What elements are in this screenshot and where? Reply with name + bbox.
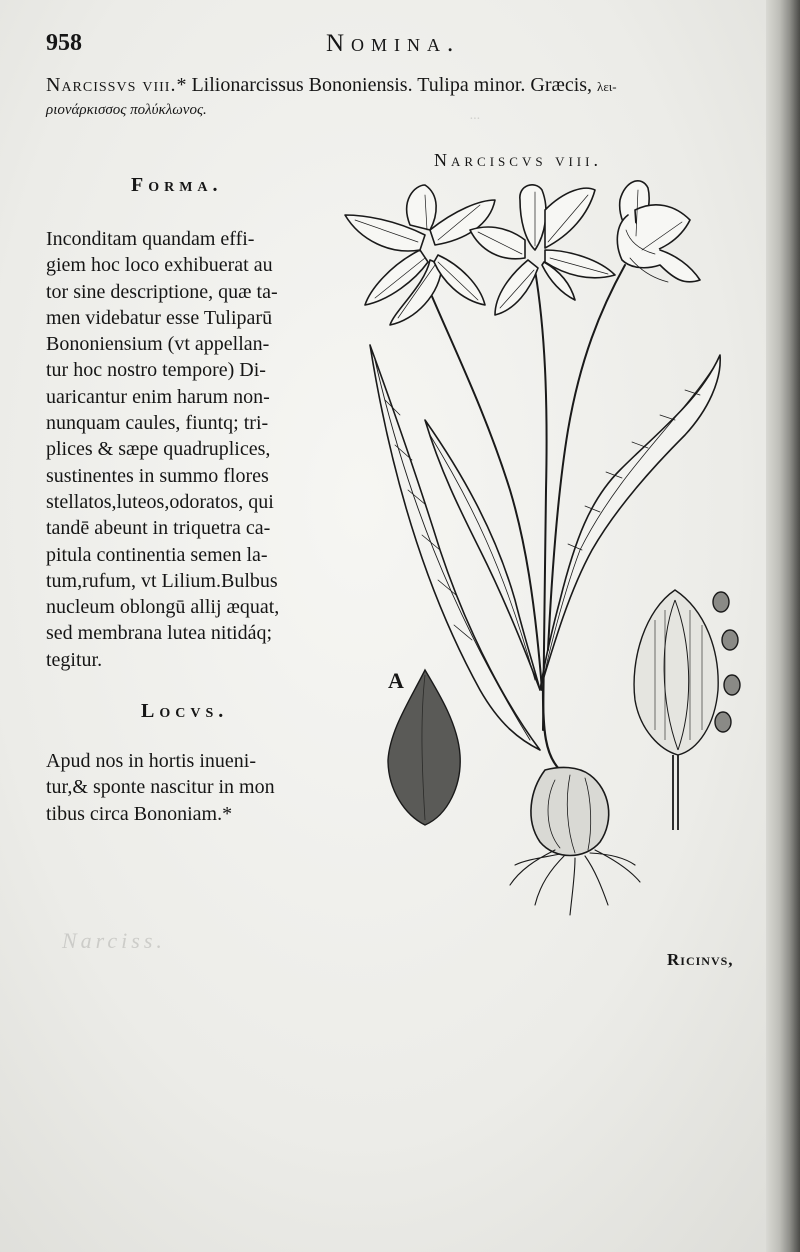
text-line: tegitur.: [46, 648, 103, 671]
tulip-woodcut: [330, 170, 770, 930]
book-gutter: [766, 0, 800, 1252]
text-line: pitula continentia semen la-: [46, 543, 268, 566]
text-line: tor sine descriptione, quæ ta-: [46, 280, 278, 303]
text-line: tur,& sponte nascitur in mon: [46, 776, 275, 799]
catchword: Ricinvs,: [667, 950, 734, 969]
text-line: tibus circa Bononiam.*: [46, 802, 233, 825]
text-line: tandē abeunt in triquetra ca-: [46, 517, 271, 540]
text-line: stellatos,luteos,odoratos, qui: [46, 490, 274, 513]
running-head: Nomina.: [326, 30, 461, 57]
entry-title: [46, 74, 736, 97]
show-through-top: ...: [470, 108, 481, 123]
forma-text: [46, 226, 346, 673]
page-number: 958: [46, 30, 82, 56]
locus-text: [46, 748, 346, 827]
text-line: men videbatur esse Tuliparū: [46, 306, 273, 329]
text-line: uaricantur enim harum non-: [46, 385, 270, 408]
text-line: giem hoc loco exhibuerat au: [46, 254, 273, 277]
figure-detail-label: A: [388, 668, 404, 693]
text-line: nunquam caules, fiuntq; tri-: [46, 412, 269, 435]
entry-greek-name: ριονάρκισσος πολύκλωνος.: [46, 102, 207, 118]
text-line: tur hoc nostro tempore) Di-: [46, 359, 266, 382]
woodcut-illustration: [330, 170, 770, 930]
show-through-bottom: Narciss.: [62, 928, 166, 953]
section-heading-locus: Locvs.: [141, 700, 229, 722]
text-line: sustinentes in summo flores: [46, 464, 269, 487]
text-line: Apud nos in hortis inueni-: [46, 750, 256, 772]
entry-synonyms: * Lilionarcissus Bononiensis. Tulipa minor. Græcis,: [176, 74, 593, 96]
text-line: tum,rufum, vt Lilium.Bulbus: [46, 569, 278, 592]
entry-name: Narcissvs viii.: [46, 74, 177, 96]
section-heading-forma: Forma.: [131, 174, 223, 196]
entry-greek-start: λει-: [597, 79, 617, 94]
figure-caption: Narciscvs viii.: [434, 150, 602, 170]
text-line: Inconditam quandam effi-: [46, 228, 255, 250]
text-line: Bononiensium (vt appellan-: [46, 333, 270, 356]
text-line: nucleum oblongū allij æquat,: [46, 596, 280, 619]
text-line: plices & sæpe quadruplices,: [46, 438, 271, 461]
text-line: sed membrana lutea nitidáq;: [46, 622, 273, 645]
